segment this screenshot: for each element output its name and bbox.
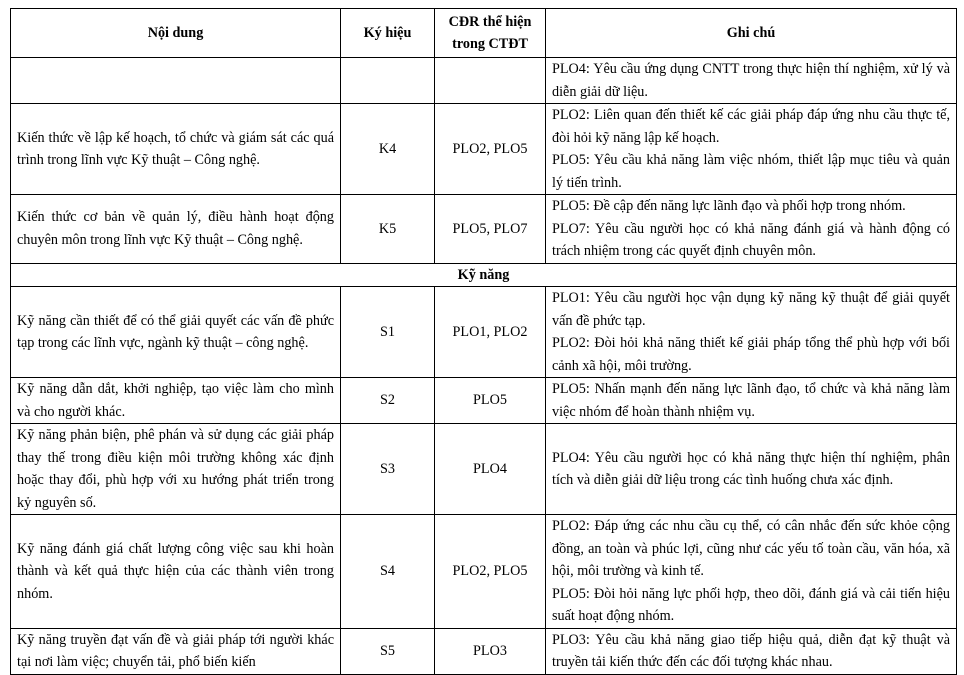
content-cell: Kỹ năng phản biện, phê phán và sử dụng các giải pháp thay thế trong điều kiện môi trường không xác định hoặc thay đổi, phù hợp với xu hướng phát triển trong kỷ nguyên số. [11,424,341,515]
note-cell [546,628,957,674]
note-cell [546,195,957,264]
header-plo-line1: CĐR thể hiện [448,14,532,30]
symbol-cell [341,58,435,104]
note-cell [546,424,957,515]
note-line: PLO2: Liên quan đến thiết kế các giải pháp đáp ứng nhu cầu thực tế, đòi hỏi kỹ năng lập kế hoạch. [552,107,950,146]
table-row [11,287,957,378]
note-cell [546,515,957,629]
note-line: PLO3: Yêu cầu khả năng giao tiếp hiệu quả, diễn đạt kỹ thuật và truyền tải kiến thức đến các đối tượng khác nhau. [552,631,950,670]
note-cell [546,378,957,424]
note-cell [546,58,957,104]
header-content: Nội dung [11,9,341,58]
plo-cell: PLO2, PLO5 [435,515,546,629]
content-cell: Kiến thức về lập kế hoạch, tổ chức và giám sát các quá trình trong lĩnh vực Kỹ thuật – Công nghệ. [11,104,341,195]
outcomes-table [10,8,957,675]
note-line: PLO5: Đề cập đến năng lực lãnh đạo và phối hợp trong nhóm. [552,198,906,214]
section-title-skills: Kỹ năng [11,263,957,287]
symbol-cell: K5 [341,195,435,264]
table-row [11,424,957,515]
note-cell [546,287,957,378]
table-row [11,195,957,264]
plo-cell: PLO3 [435,628,546,674]
content-cell: Kỹ năng cần thiết để có thể giải quyết các vấn đề phức tạp trong các lĩnh vực, ngành kỹ thuật – công nghệ. [11,287,341,378]
plo-cell: PLO2, PLO5 [435,104,546,195]
note-line: PLO1: Yêu cầu người học vận dụng kỹ năng kỹ thuật để giải quyết vấn đề phức tạp. [552,290,950,329]
header-symbol: Ký hiệu [341,9,435,58]
plo-cell: PLO5 [435,378,546,424]
table-row [11,58,957,104]
symbol-cell: S4 [341,515,435,629]
table-row [11,515,957,629]
header-plo-line2: trong CTĐT [452,36,528,52]
note-line: PLO7: Yêu cầu người học có khả năng đánh giá và hành động có trách nhiệm trong các quyết định chuyên môn. [552,220,950,259]
plo-cell: PLO4 [435,424,546,515]
note-line: PLO2: Đáp ứng các nhu cầu cụ thể, có cân nhắc đến sức khỏe cộng đồng, an toàn và phúc lợi, cũng như các yếu tố toàn cầu, văn hóa, xã hội, môi trường và kinh tế. [552,518,950,579]
plo-cell: PLO1, PLO2 [435,287,546,378]
content-cell [11,58,341,104]
content-cell: Kiến thức cơ bản về quản lý, điều hành hoạt động chuyên môn trong lĩnh vực Kỹ thuật – Công nghệ. [11,195,341,264]
table-header-row [11,9,957,58]
note-line: PLO4: Yêu cầu người học có khả năng thực hiện thí nghiệm, phân tích và diễn giải dữ liệu trong các tình huống chưa xác định. [552,449,950,488]
symbol-cell: S1 [341,287,435,378]
note-line: PLO4: Yêu cầu ứng dụng CNTT trong thực hiện thí nghiệm, xử lý và diễn giải dữ liệu. [552,61,950,100]
table-row [11,378,957,424]
symbol-cell: K4 [341,104,435,195]
header-plo [435,9,546,58]
note-line: PLO5: Nhấn mạnh đến năng lực lãnh đạo, tổ chức và khả năng làm việc nhóm để hoàn thành nhiệm vụ. [552,381,950,420]
table-row [11,104,957,195]
plo-cell [435,58,546,104]
symbol-cell: S3 [341,424,435,515]
note-cell [546,104,957,195]
header-note: Ghi chú [546,9,957,58]
content-cell: Kỹ năng dẫn dắt, khởi nghiệp, tạo việc làm cho mình và cho người khác. [11,378,341,424]
section-row [11,263,957,287]
symbol-cell: S2 [341,378,435,424]
table-row [11,628,957,674]
symbol-cell: S5 [341,628,435,674]
note-line: PLO2: Đòi hỏi khả năng thiết kế giải pháp tổng thể phù hợp với bối cảnh xã hội, môi trường. [552,335,950,374]
note-line: PLO5: Yêu cầu khả năng làm việc nhóm, thiết lập mục tiêu và quản lý tiến trình. [552,152,950,191]
content-cell: Kỹ năng truyền đạt vấn đề và giải pháp tới người khác tại nơi làm việc; chuyển tải, phổ biến kiến [11,628,341,674]
content-cell: Kỹ năng đánh giá chất lượng công việc sau khi hoàn thành và kết quả thực hiện của các thành viên trong nhóm. [11,515,341,629]
note-line: PLO5: Đòi hỏi năng lực phối hợp, theo dõi, đánh giá và cải tiến hiệu suất hoạt động nhóm. [552,585,950,624]
plo-cell: PLO5, PLO7 [435,195,546,264]
